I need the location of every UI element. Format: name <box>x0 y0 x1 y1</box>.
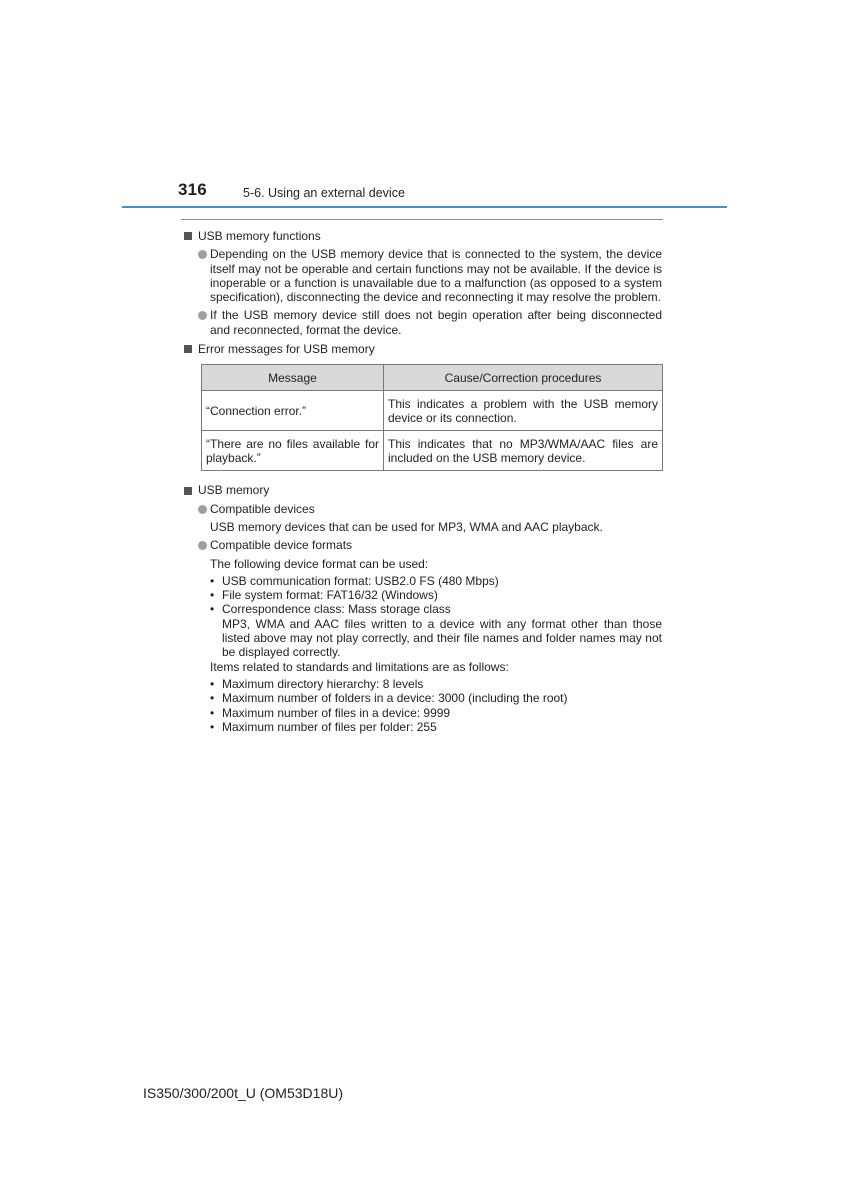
page-content <box>184 227 662 734</box>
dot-marker: • <box>210 691 215 706</box>
sub-list-item <box>210 574 662 588</box>
compatible-devices-text: USB memory devices that can be used for MP3, WMA and AAC playback. <box>210 519 603 534</box>
column-header-cause: Cause/Correction procedures <box>384 365 663 391</box>
usb-memory-heading <box>184 483 662 497</box>
header-rule <box>122 206 727 208</box>
sub-list-item <box>210 588 662 602</box>
table-cell: “There are no files available for playback.” <box>202 431 384 471</box>
list-item <box>184 308 662 337</box>
sub-item-text: USB communication format: USB2.0 FS (480 Mbps) <box>222 573 499 588</box>
column-header-message: Message <box>202 365 384 391</box>
heading-text: USB memory <box>198 483 270 498</box>
error-messages-heading <box>184 342 662 356</box>
sub-item-text: Maximum number of files in a device: 9999 <box>222 705 451 720</box>
dot-marker: • <box>210 602 215 617</box>
square-bullet-icon <box>184 487 192 495</box>
list-item <box>184 247 662 304</box>
sub-list-item <box>210 602 662 616</box>
format-note: MP3, WMA and AAC files written to a device with any format other than those listed above may not play correctly, and their file names and folder names may not be displayed correctly. <box>222 616 662 660</box>
dot-marker: • <box>210 676 215 691</box>
content-rule <box>181 219 663 220</box>
dot-marker: • <box>210 705 215 720</box>
heading-text: Error messages for USB memory <box>198 342 375 357</box>
table-cell: “Connection error.” <box>202 391 384 431</box>
sub-list-item <box>210 691 662 705</box>
square-bullet-icon <box>184 345 192 353</box>
page-number: 316 <box>178 180 207 199</box>
sub-item-text: Maximum number of folders in a device: 3000 (including the root) <box>222 691 568 706</box>
table-row <box>202 431 663 471</box>
dot-marker: • <box>210 573 215 588</box>
list-item <box>184 502 662 516</box>
sub-list-item <box>210 706 662 720</box>
error-messages-table <box>201 364 663 471</box>
sub-item-text: Maximum directory hierarchy: 8 levels <box>222 676 424 691</box>
formats-intro: The following device format can be used: <box>210 556 429 571</box>
table-row <box>202 391 663 431</box>
square-bullet-icon <box>184 232 192 240</box>
circle-bullet-icon <box>198 250 207 259</box>
bullet-text: Depending on the USB memory device that is connected to the system, the device itself may not be operable and certain functions may not be available. If the device is inoperable or a function is unavailable due to a malfunction (as opposed to a system specification), disconnecting the device and reconnecting it may resolve the problem. <box>210 247 662 305</box>
footer-model: IS350/300/200t_U (OM53D18U) <box>143 1085 343 1101</box>
usb-functions-heading <box>184 229 662 243</box>
sub-item-text: File system format: FAT16/32 (Windows) <box>222 588 438 603</box>
section-title: 5-6. Using an external device <box>243 186 405 200</box>
format-list <box>184 574 662 660</box>
table-cell: This indicates that no MP3/WMA/AAC files are included on the USB memory device. <box>384 431 663 471</box>
list-item <box>184 538 662 552</box>
circle-bullet-icon <box>198 505 207 514</box>
dot-marker: • <box>210 719 215 734</box>
bullet-text: If the USB memory device still does not begin operation after being disconnected and reconnected, format the device. <box>210 308 662 337</box>
limits-intro: Items related to standards and limitations are as follows: <box>210 659 509 674</box>
sub-list-item <box>210 677 662 691</box>
heading-text: USB memory functions <box>198 229 321 243</box>
limits-list <box>184 677 662 734</box>
sub-item-text: Correspondence class: Mass storage class <box>222 602 451 617</box>
bullet-text: Compatible devices <box>210 501 315 516</box>
dot-marker: • <box>210 588 215 603</box>
table-cell: This indicates a problem with the USB memory device or its connection. <box>384 391 663 431</box>
sub-list-item <box>210 720 662 734</box>
table-header-row <box>202 365 663 391</box>
bullet-text: Compatible device formats <box>210 538 353 553</box>
circle-bullet-icon <box>198 541 207 550</box>
sub-item-text: Maximum number of files per folder: 255 <box>222 719 437 734</box>
circle-bullet-icon <box>198 311 207 320</box>
